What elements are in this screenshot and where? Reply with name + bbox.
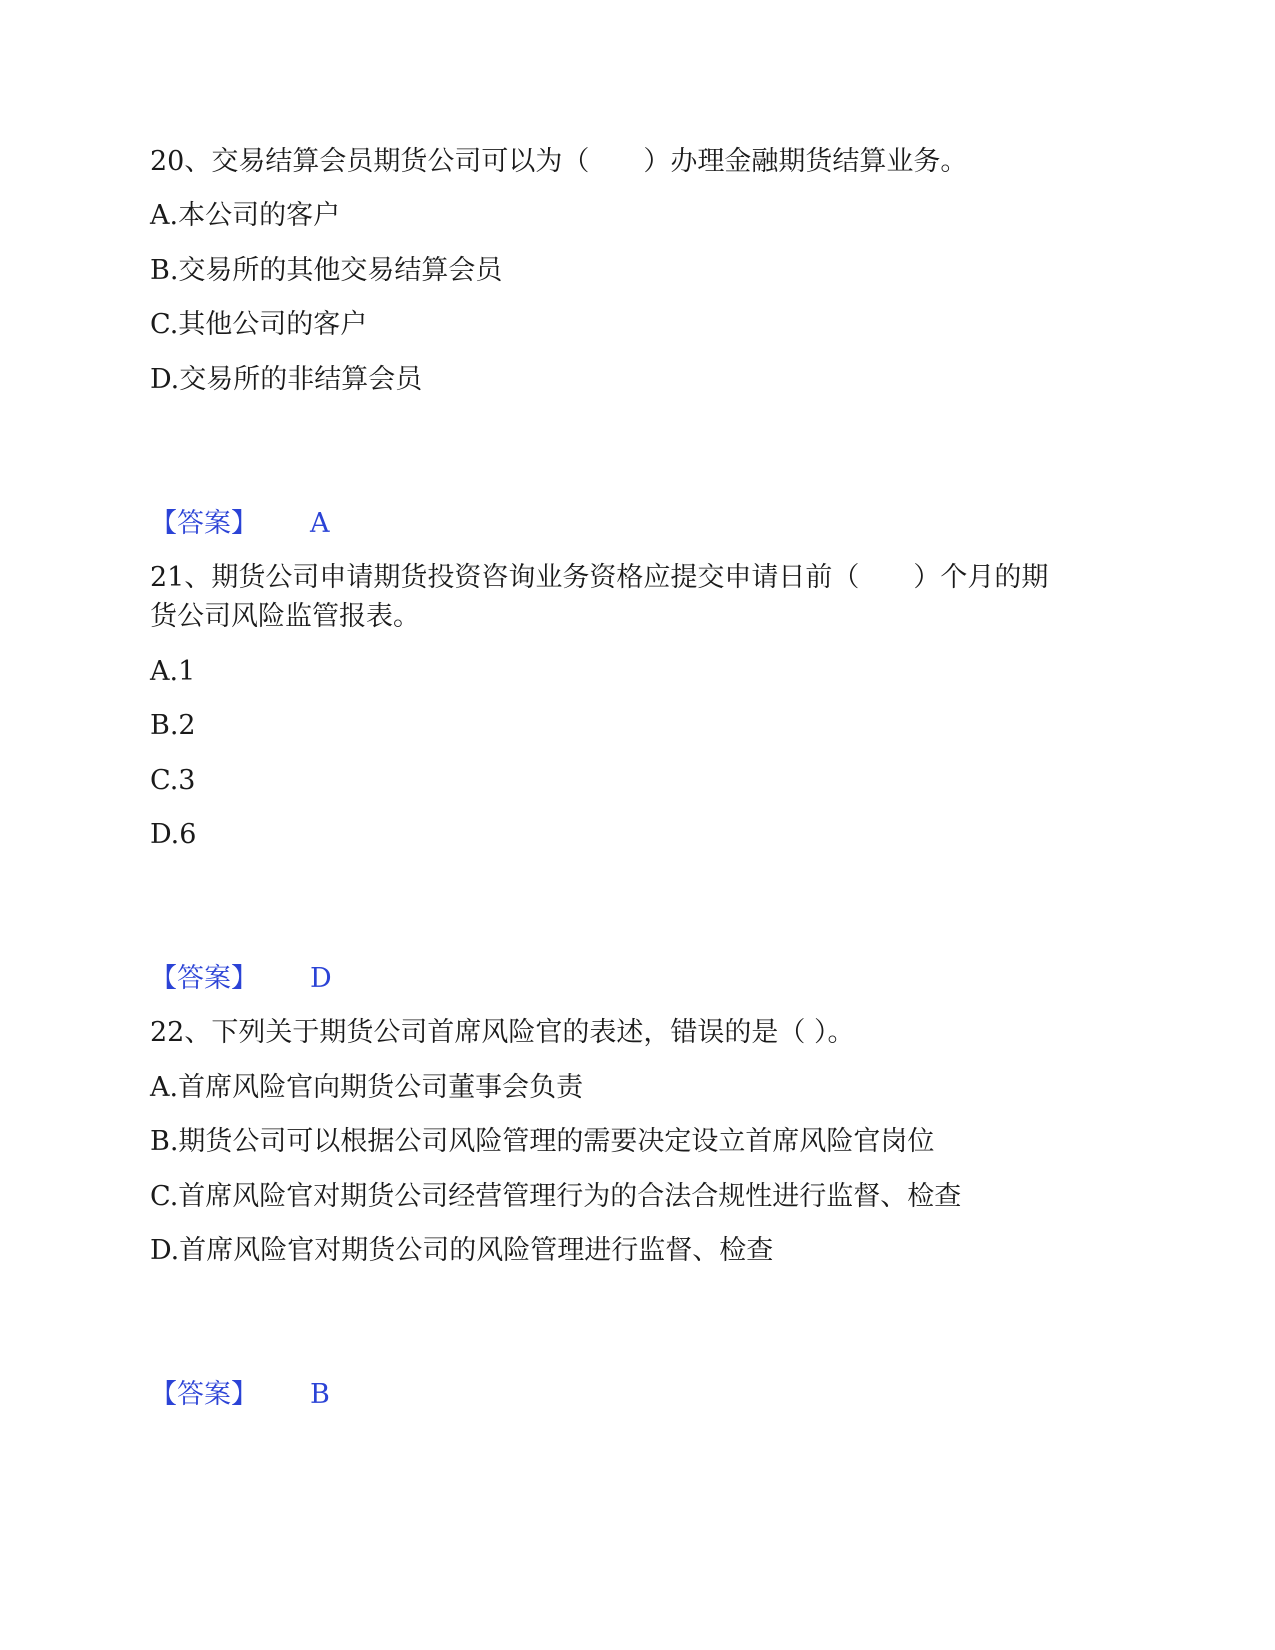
question-22-option-c: C.首席风险官对期货公司经营管理行为的合法合规性进行监督、检查 — [150, 1181, 962, 1212]
question-22-stem: 22、下列关于期货公司首席风险官的表述，错误的是（ ）。 — [150, 1017, 855, 1048]
question-20-option-b: B.交易所的其他交易结算会员 — [150, 255, 503, 286]
question-22-option-d: D.首席风险官对期货公司的风险管理进行监督、检查 — [150, 1235, 774, 1266]
answer-label: 【答案】 — [150, 508, 258, 539]
question-21-option-c: C.3 — [150, 765, 196, 796]
question-22-option-b: B.期货公司可以根据公司风险管理的需要决定设立首席风险官岗位 — [150, 1126, 935, 1157]
answer-value: D — [310, 963, 332, 994]
question-22-answer — [150, 1375, 330, 1415]
question-22-option-a: A.首席风险官向期货公司董事会负责 — [150, 1072, 584, 1103]
question-20-option-c: C.其他公司的客户 — [150, 309, 368, 340]
question-20-stem: 20、交易结算会员期货公司可以为（ ）办理金融期货结算业务。 — [150, 146, 968, 177]
question-21-stem-line-1: 21、期货公司申请期货投资咨询业务资格应提交申请日前（ ）个月的期 — [150, 562, 1049, 593]
question-21-option-a: A.1 — [150, 656, 196, 687]
question-20-option-a: A.本公司的客户 — [150, 200, 341, 231]
question-21-option-b: B.2 — [150, 710, 196, 741]
question-21-option-d: D.6 — [150, 819, 197, 850]
question-20-answer — [150, 504, 330, 544]
question-20-option-d: D.交易所的非结算会员 — [150, 364, 423, 395]
answer-value: A — [310, 508, 330, 539]
answer-value: B — [310, 1379, 330, 1410]
question-21-answer — [150, 959, 332, 999]
answer-label: 【答案】 — [150, 963, 258, 994]
question-21-stem-line-2: 货公司风险监管报表。 — [150, 601, 420, 632]
answer-label: 【答案】 — [150, 1379, 258, 1410]
